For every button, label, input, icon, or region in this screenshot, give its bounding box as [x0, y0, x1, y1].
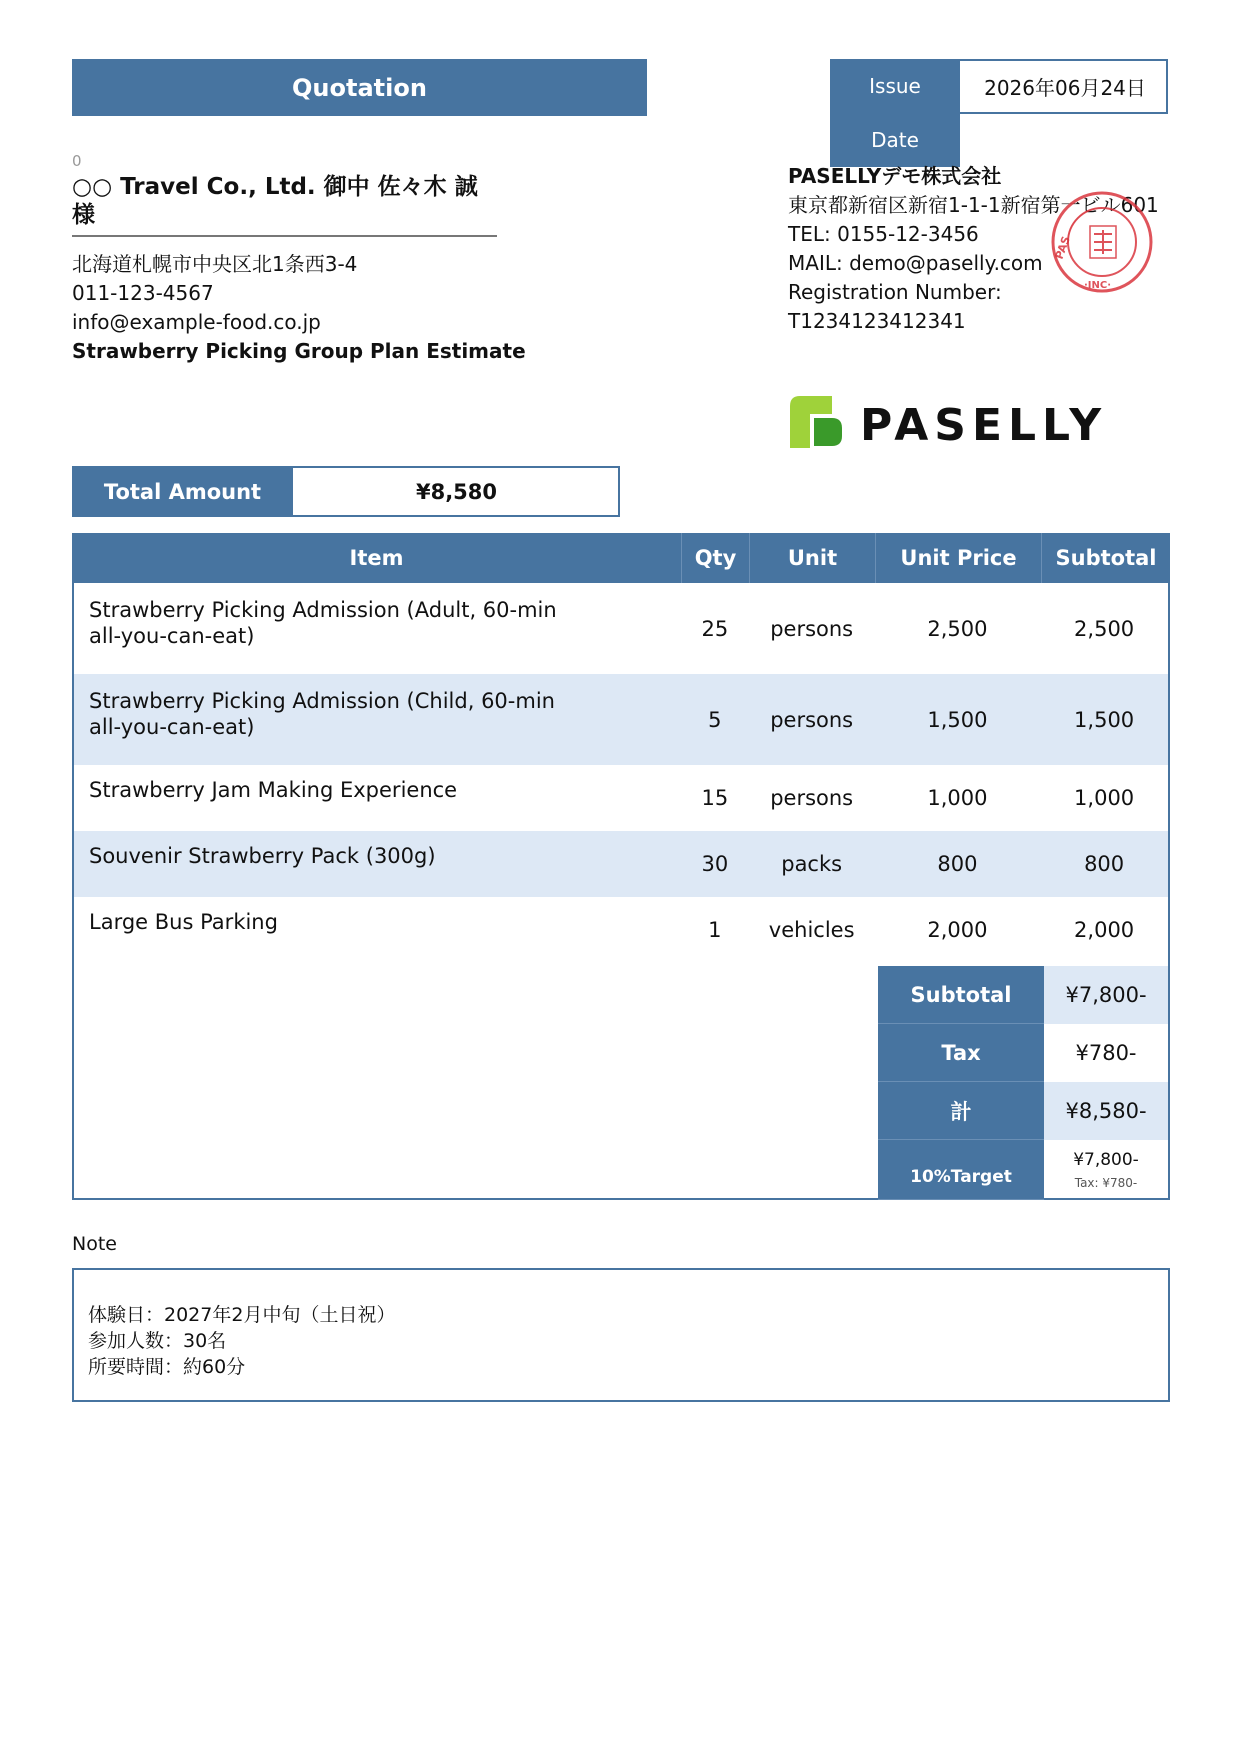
summary-tax-row [878, 1024, 1168, 1082]
summary-tax-value: ¥780- [1075, 1041, 1137, 1065]
quote-subject: Strawberry Picking Group Plan Estimate [72, 339, 526, 363]
summary-subtotal-label: Subtotal [878, 966, 1044, 1024]
row-subtotal: 800 [1084, 852, 1125, 876]
header-subtotal: Subtotal [1055, 546, 1157, 570]
issue-date-value: 2026年06月24日 [984, 76, 1146, 100]
summary-subtotal-row [878, 966, 1168, 1024]
summary-tax-label: Tax [878, 1024, 1044, 1082]
note-box [72, 1268, 1170, 1402]
client-info [72, 250, 526, 366]
client-underline [72, 235, 497, 237]
row-item: Large Bus Parking [89, 910, 278, 934]
svg-text:PASELLY: PASELLY [860, 400, 1108, 451]
row-unit: persons [770, 786, 854, 810]
note-line: 体験日：2027年2月中旬（土日祝） [88, 1304, 396, 1326]
table-row [74, 831, 1168, 897]
header-qty: Qty [682, 533, 750, 583]
row-unit-price: 2,000 [927, 918, 988, 942]
row-unit: persons [770, 616, 854, 641]
total-amount-label: Total Amount [72, 466, 293, 517]
note-label: Note [72, 1233, 117, 1255]
company-mail: MAIL: demo@paselly.com [788, 251, 1043, 275]
note-line: 所要時間：約60分 [88, 1356, 246, 1378]
summary-subtotal-value: ¥7,800- [1044, 966, 1168, 1024]
company-tel: TEL: 0155-12-3456 [788, 222, 979, 246]
header-unit: Unit [750, 533, 876, 583]
table-row [74, 583, 1168, 674]
note-line: 参加人数：30名 [88, 1330, 227, 1352]
row-item: Strawberry Picking Admission (Adult, 60-min all-you-can-eat) [89, 598, 557, 648]
row-unit: vehicles [768, 918, 855, 942]
summary-target-row [878, 1140, 1168, 1200]
row-qty: 15 [701, 786, 729, 810]
svg-text:PAS: PAS [1052, 234, 1073, 262]
document-title: Quotation [72, 59, 647, 116]
row-item: Strawberry Picking Admission (Child, 60-min all-you-can-eat) [89, 689, 555, 739]
header-unit-price: Unit Price [876, 533, 1042, 583]
client-email: info@example-food.co.jp [72, 310, 321, 334]
table-header [72, 533, 1170, 583]
issue-date-label [830, 59, 960, 167]
registration-number: T1234123412341 [788, 309, 966, 333]
row-item: Strawberry Jam Making Experience [89, 778, 458, 802]
total-amount-value: ¥8,580 [415, 479, 498, 504]
summary-target-label: 10%Target [878, 1140, 1044, 1200]
row-item: Souvenir Strawberry Pack (300g) [89, 844, 436, 868]
company-address: 東京都新宿区新宿1-1-1新宿第一ビル601 [788, 193, 1159, 217]
client-address: 北海道札幌市中央区北1条西3-4 [72, 252, 358, 276]
row-unit-price: 2,500 [927, 616, 988, 641]
row-subtotal: 2,500 [1074, 616, 1135, 641]
table-row [74, 674, 1168, 765]
row-subtotal: 2,000 [1074, 918, 1135, 942]
table-row [74, 765, 1168, 831]
row-unit: persons [770, 707, 854, 732]
row-qty: 1 [708, 918, 722, 942]
row-unit-price: 1,000 [927, 786, 988, 810]
company-name: PASELLYデモ株式会社 [788, 164, 1002, 188]
summary-total-value: ¥8,580- [1044, 1082, 1168, 1140]
row-qty: 5 [708, 707, 722, 732]
svg-text:·INC·: ·INC· [1084, 280, 1112, 291]
company-logo [788, 392, 1118, 452]
client-phone: 011-123-4567 [72, 281, 214, 305]
summary-target-value-cell [1044, 1140, 1168, 1200]
summary-block [878, 966, 1168, 1200]
client-code: 0 [72, 152, 82, 170]
client-name: ○○ Travel Co., Ltd. 御中 佐々木 誠 様 [72, 174, 478, 228]
summary-total-row [878, 1082, 1168, 1140]
row-subtotal: 1,500 [1074, 707, 1135, 732]
summary-target-value: ¥7,800- [1073, 1150, 1139, 1170]
issue-date-label-line1: Issue [869, 74, 921, 98]
registration-label: Registration Number: [788, 280, 1002, 304]
header-item: Item [72, 533, 682, 583]
row-unit-price: 1,500 [927, 707, 988, 732]
summary-target-tax: Tax: ¥780- [1074, 1176, 1138, 1190]
row-qty: 30 [701, 852, 729, 876]
row-unit-price: 800 [937, 852, 978, 876]
row-subtotal: 1,000 [1074, 786, 1135, 810]
table-body [74, 583, 1168, 963]
row-unit: packs [781, 852, 843, 876]
row-qty: 25 [701, 616, 729, 641]
summary-total-label: 計 [878, 1082, 1044, 1140]
issue-date-label-line2: Date [871, 128, 919, 152]
company-seal-stamp [1050, 190, 1154, 294]
table-row [74, 897, 1168, 963]
